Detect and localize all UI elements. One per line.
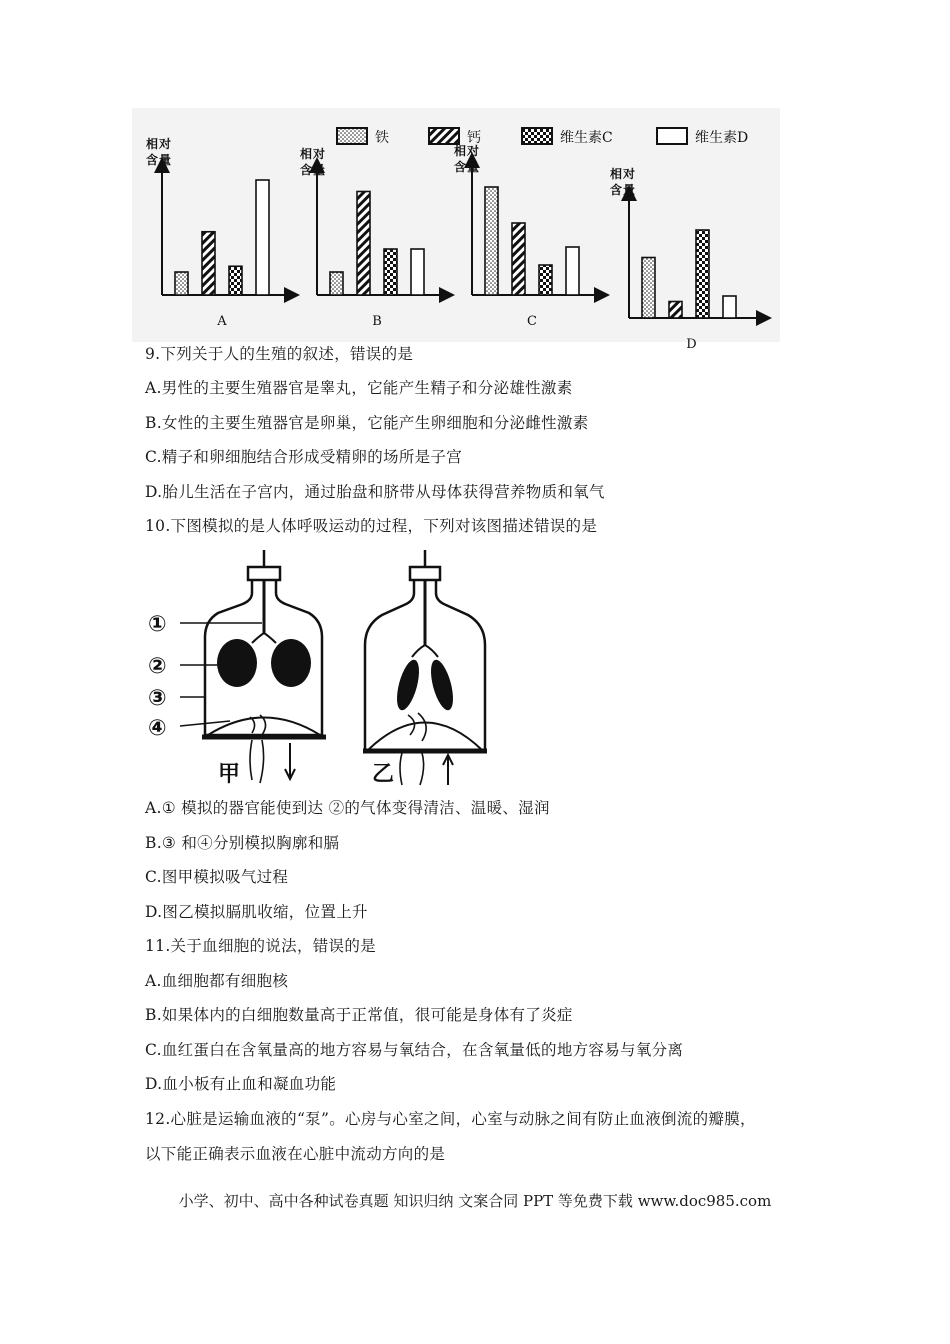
bar-A-1 (175, 272, 188, 295)
legend-swatch (337, 128, 367, 144)
q11-option-a: A.血细胞都有细胞核 (145, 972, 289, 990)
bar-B-4 (411, 249, 424, 295)
label-4: ④ (148, 716, 167, 741)
bar-D-2 (669, 302, 682, 319)
chart-title: B (372, 314, 382, 329)
bar-A-2 (202, 232, 215, 295)
label-2: ② (148, 654, 167, 679)
lung-left-yi (393, 658, 424, 713)
bar-A-4 (256, 180, 269, 295)
bar-B-2 (357, 192, 370, 296)
legend-swatch (657, 128, 687, 144)
bar-B-1 (330, 272, 343, 295)
chart-title: C (527, 314, 537, 329)
bar-charts-svg (132, 108, 780, 352)
q9-option-c: C.精子和卵细胞结合形成受精卵的场所是子宫 (145, 448, 463, 466)
bar-C-3 (539, 265, 552, 295)
bar-B-3 (384, 249, 397, 295)
chart-title: A (217, 314, 227, 329)
q12-stem-line2: 以下能正确表示血液在心脏中流动方向的是 (145, 1145, 446, 1163)
chart-B (300, 146, 447, 329)
lung-right-jia (271, 639, 311, 687)
q9-option-d: D.胎儿生活在子宫内，通过胎盘和脐带从母体获得营养物质和氧气 (145, 483, 605, 501)
y-axis-label: 相对含量 (610, 167, 636, 197)
legend-item (522, 128, 613, 146)
bell-jar-jia (202, 550, 326, 783)
lung-left-jia (217, 639, 257, 687)
figure-label-yi: 乙 (372, 761, 395, 787)
bell-jar-yi (363, 550, 487, 785)
figure-label-jia: 甲 (218, 761, 241, 787)
legend-label: 维生素D (695, 130, 749, 146)
label-3: ③ (148, 686, 167, 711)
q11-option-c: C.血红蛋白在含氧量高的地方容易与氧结合，在含氧量低的地方容易与氧分离 (145, 1041, 684, 1059)
chart-C (454, 143, 602, 329)
chart-A (146, 136, 292, 329)
bar-D-1 (642, 258, 655, 319)
chart-legend (337, 128, 748, 146)
bar-C-1 (485, 187, 498, 295)
nutrient-charts (132, 108, 780, 352)
legend-item (337, 128, 389, 146)
q9-option-a: A.男性的主要生殖器官是睾丸，它能产生精子和分泌雄性激素 (145, 379, 573, 397)
y-axis-label: 相对含量 (300, 147, 326, 177)
legend-swatch (522, 128, 552, 144)
q9-option-b: B.女性的主要生殖器官是卵巢，它能产生卵细胞和分泌雌性激素 (145, 414, 589, 432)
bar-C-4 (566, 247, 579, 295)
q11-option-b: B.如果体内的白细胞数量高于正常值，很可能是身体有了炎症 (145, 1006, 573, 1024)
lung-right-yi (427, 658, 458, 713)
q11-option-d: D.血小板有止血和凝血功能 (145, 1075, 337, 1093)
q10-option-c: C.图甲模拟吸气过程 (145, 868, 289, 886)
q10-option-a: A.① 模拟的器官能使到达 ②的气体变得清洁、温暖、湿润 (145, 799, 550, 817)
bar-A-3 (229, 266, 242, 295)
legend-label: 维生素C (560, 130, 613, 146)
q12-stem-line1: 12.心脏是运输血液的“泵”。心房与心室之间，心室与动脉之间有防止血液倒流的瓣膜， (145, 1110, 756, 1128)
bar-D-4 (723, 296, 736, 318)
q10-option-d: D.图乙模拟膈肌收缩，位置上升 (145, 903, 368, 921)
chart-title: D (686, 337, 697, 352)
q10-stem: 10.下图模拟的是人体呼吸运动的过程，下列对该图描述错误的是 (145, 517, 598, 535)
bar-D-3 (696, 230, 709, 318)
q9-stem: 9.下列关于人的生殖的叙述，错误的是 (145, 345, 414, 363)
chart-D (610, 166, 764, 352)
legend-item (657, 128, 748, 146)
y-axis-label: 相对含量 (146, 137, 172, 167)
q10-option-b: B.③ 和④分别模拟胸廓和膈 (145, 834, 340, 852)
legend-label: 钙 (467, 130, 481, 146)
y-axis-label: 相对含量 (454, 144, 480, 174)
page-footer: 小学、初中、高中各种试卷真题 知识归纳 文案合同 PPT 等免费下载 www.doc985.com (178, 1192, 772, 1210)
legend-swatch (429, 128, 459, 144)
breathing-model-figure (140, 545, 500, 790)
bar-C-2 (512, 223, 525, 295)
q11-stem: 11.关于血细胞的说法，错误的是 (145, 937, 376, 955)
legend-label: 铁 (375, 130, 389, 146)
label-1: ① (148, 612, 167, 637)
